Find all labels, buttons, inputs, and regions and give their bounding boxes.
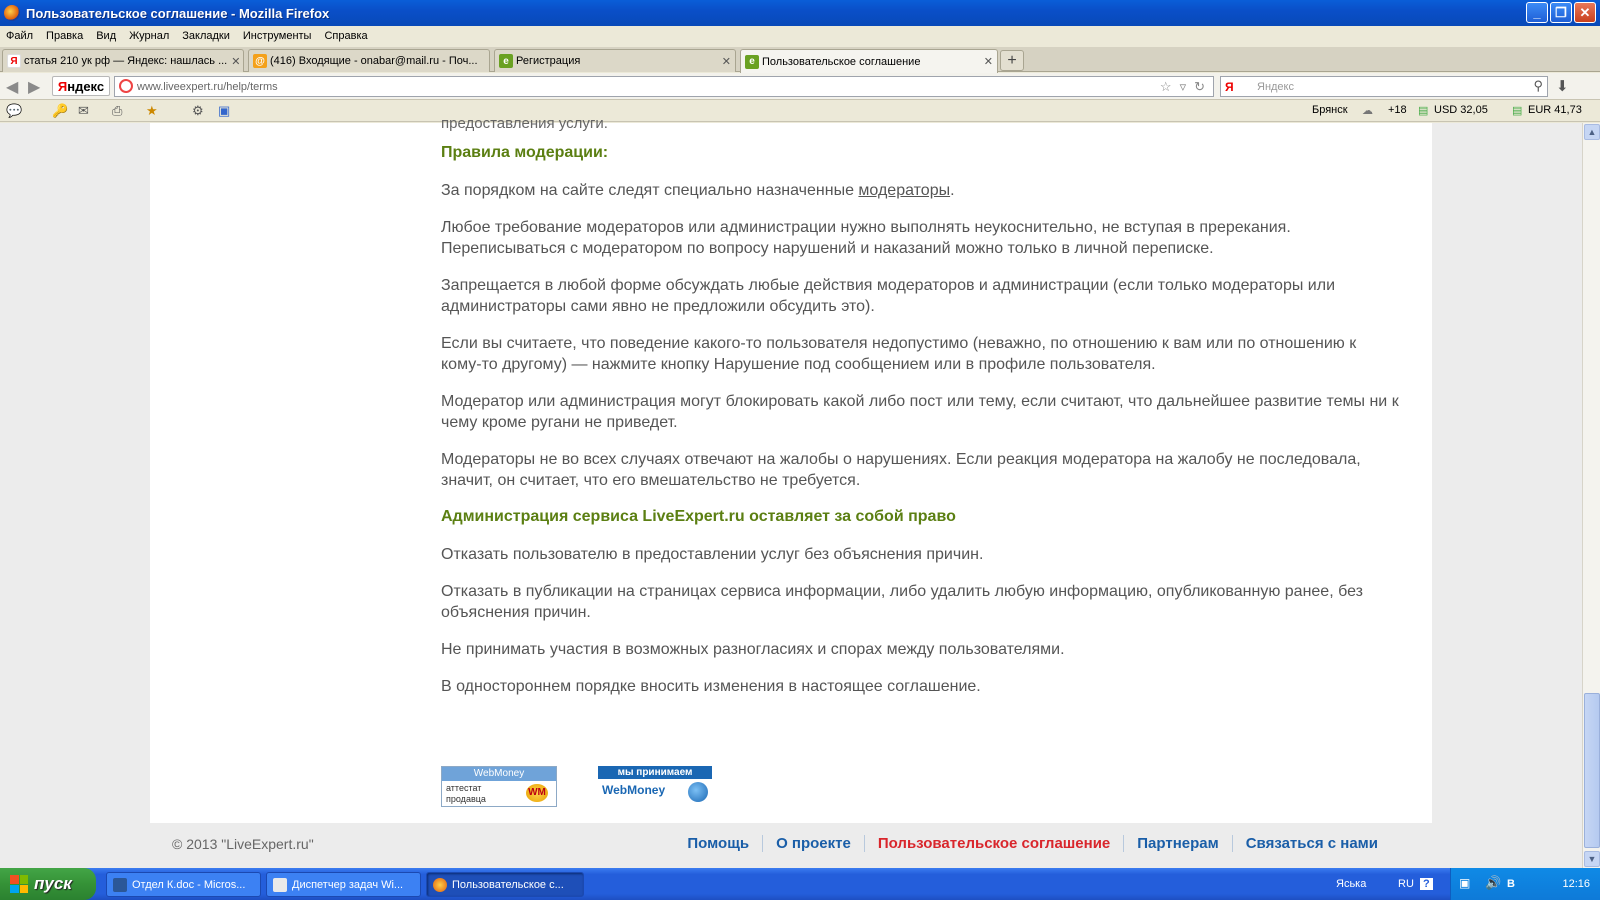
weather-city[interactable]: Брянск [1312,104,1348,116]
inbox-icon[interactable]: ⎙ [112,103,123,118]
usd-chart-icon: ▤ [1418,105,1429,117]
favorites-star-icon[interactable]: ★ [146,103,158,118]
usd-rate[interactable]: USD 32,05 [1434,104,1488,116]
windows-flag-icon [10,875,28,893]
reload-icon[interactable]: ↻ [1194,79,1205,94]
mail-toolbar-icon[interactable]: ✉ [78,103,89,118]
liveexpert-icon: e [745,55,759,69]
footer-link-terms[interactable]: Пользовательское соглашение [865,835,1124,852]
copyright: © 2013 "LiveExpert.ru" [172,836,314,852]
task-manager-icon [273,878,287,892]
liveexpert-icon: e [499,54,513,68]
cut-off-text: предоставления услуги. [441,115,608,132]
payment-badges [441,766,741,808]
moderation-p3: Запрещается в любой форме обсуждать любые действия модераторов и администрации (если только модераторы или администраторы сами явно не предложили обсудить это). [441,277,1336,315]
taskbar-item-word[interactable]: Отдел К.doc - Micros... [106,872,261,897]
close-tab-icon[interactable]: ✕ [983,56,993,68]
help-icon[interactable]: ? [1420,878,1433,890]
page-body [150,115,1432,823]
close-button[interactable]: ✕ [1574,2,1596,23]
minimize-button[interactable]: _ [1526,2,1548,23]
firefox-icon [4,5,20,21]
dropdown-icon[interactable]: ▿ [1179,79,1187,94]
menu-help[interactable]: Справка [324,30,368,42]
moderation-p1: За порядком на сайте следят специально назначенные модераторы. [441,182,955,199]
moderation-heading: Правила модерации: [441,144,609,161]
menu-edit[interactable]: Правка [46,30,84,42]
clock[interactable]: 12:16 [1562,878,1590,890]
close-tab-icon[interactable]: ✕ [231,55,241,68]
moderation-p6: Модераторы не во всех случаях отвечают на жалобы о нарушениях. Если реакция модератора на жалобу не последовала, значит, он считает, что его вмешательство не требуется. [441,451,1361,489]
menu-view[interactable]: Вид [96,30,117,42]
webmoney-globe-icon [688,782,708,802]
language-indicator[interactable]: RU [1398,878,1414,890]
menu-bar [0,26,1600,46]
network-icon[interactable]: ▣ [1459,876,1471,890]
forward-icon[interactable]: ▶ [28,79,41,96]
footer-nav [674,835,1378,852]
admin-p2: Отказать в публикации на страницах сервиса информации, либо удалить любую информацию, опубликованную ранее, без объяснения причин. [441,583,1363,621]
vertical-scrollbar[interactable] [1582,123,1600,868]
taskbar-item-firefox[interactable]: Пользовательское с... [426,872,584,897]
search-input[interactable]: Я Яндекс ⚲ [1220,76,1548,97]
word-icon [113,878,127,892]
admin-heading: Администрация сервиса LiveExpert.ru оставляет за собой право [441,508,956,525]
speech-bubble-icon[interactable]: 💬 [6,103,23,118]
scroll-down-icon[interactable]: ▼ [1584,851,1600,867]
translate-icon[interactable]: ▣ [218,103,231,118]
volume-icon[interactable]: 🔊 [1485,875,1502,890]
yandex-logo[interactable]: Я ндекс [52,76,110,96]
bookmark-star-icon[interactable]: ☆ [1159,79,1172,94]
restore-button[interactable]: ❐ [1550,2,1572,23]
footer-link-partners[interactable]: Партнерам [1124,835,1232,852]
page-viewport [0,115,1582,868]
tab-yandex-search[interactable]: Я статья 210 ук рф — Яндекс: нашлась ... ✕ [2,49,244,72]
tab-bar [0,47,1600,72]
firefox-icon [433,878,447,892]
weather-temp[interactable]: +18 [1388,104,1407,116]
eur-chart-icon: ▤ [1512,105,1523,117]
window-titlebar [0,0,1600,26]
url-bar[interactable] [114,76,1214,97]
menu-file[interactable]: Файл [6,30,34,42]
site-identity-icon[interactable] [119,79,133,93]
system-tray [1450,868,1600,900]
start-button[interactable]: пуск [0,868,96,900]
yaska-label[interactable]: Яська [1336,878,1367,890]
admin-p4: В одностороннем порядке вносить изменения в настоящее соглашение. [441,678,981,695]
scroll-up-icon[interactable]: ▲ [1584,124,1600,140]
search-icon[interactable]: ⚲ [1533,78,1543,93]
url-text: www.liveexpert.ru/help/terms [137,80,278,93]
tab-registration[interactable]: e Регистрация ✕ [494,49,736,72]
page-footer [0,823,1582,868]
key-icon[interactable]: 🔑 [52,103,69,118]
tab-mail[interactable]: @ (416) Входящие - onabar@mail.ru - Поч... [248,49,490,72]
tab-terms[interactable]: e Пользовательское соглашение ✕ [740,49,998,73]
moderators-link[interactable]: модераторы [858,182,951,199]
admin-p1: Отказать пользователю в предоставлении услуг без объяснения причин. [441,546,984,563]
mail-icon: @ [253,54,267,68]
new-tab-button[interactable]: + [1000,50,1024,71]
webmoney-attestat-badge[interactable]: WebMoney аттестат продавца WM [441,766,557,807]
footer-link-about[interactable]: О проекте [763,835,865,852]
moderation-p4: Если вы считаете, что поведение какого-то пользователя недопустимо (неважно, по отношению к вам или по отношению к кому-то другому) — нажмите кнопку Нарушение под сообщением или в профиле пользователя. [441,335,1357,373]
window-title: Пользовательское соглашение - Mozilla Firefox [26,5,330,21]
yandex-search-icon: Я [1225,79,1234,94]
menu-tools[interactable]: Инструменты [242,30,312,42]
back-icon[interactable]: ◀ [6,79,19,96]
eur-rate[interactable]: EUR 41,73 [1528,104,1582,116]
menu-history[interactable]: Журнал [129,30,170,42]
yandex-icon: Я [7,54,21,68]
menu-bookmarks[interactable]: Закладки [182,30,230,42]
webmoney-accept-badge[interactable]: мы принимаем WebMoney [598,766,712,806]
navigation-bar [0,73,1600,100]
settings-gear-icon[interactable]: ⚙ [192,103,204,118]
admin-p3: Не принимать участия в возможных разногласиях и спорах между пользователями. [441,641,1065,658]
close-tab-icon[interactable]: ✕ [721,55,731,68]
terms-content [441,115,1401,697]
keyboard-layout-icon[interactable]: B [1507,878,1515,890]
scroll-thumb[interactable] [1584,693,1600,848]
taskbar-item-taskmgr[interactable]: Диспетчер задач Wi... [266,872,421,897]
webmoney-logo-icon: WM [526,784,548,802]
footer-link-help[interactable]: Помощь [674,835,763,852]
weather-cloud-icon: ☁ [1362,105,1373,117]
footer-link-contact[interactable]: Связаться с нами [1245,835,1378,852]
moderation-p5: Модератор или администрация могут блокировать какой либо пост или тему, если считают, что дальнейшее развитие темы ни к чему кроме ругани не приведет. [441,393,1399,431]
moderation-p2: Любое требование модераторов или администрации нужно выполнять неукоснительно, не вступая в пререкания. Переписываться с модератором по вопросу нарушений и наказаний можно только в личной переписке. [441,219,1291,257]
download-icon[interactable]: ⬇ [1556,78,1569,95]
windows-taskbar [0,868,1600,900]
